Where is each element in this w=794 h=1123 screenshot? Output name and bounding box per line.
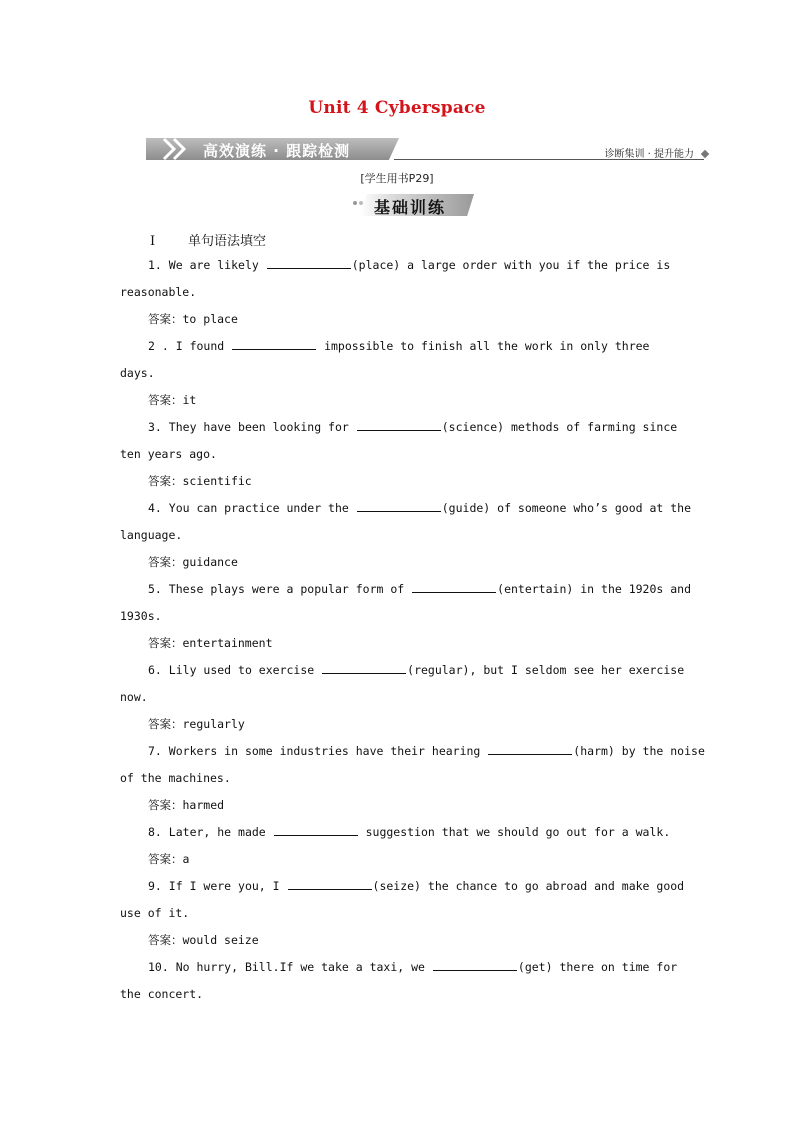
section-banner: [146, 137, 710, 163]
answer-blank[interactable]: [322, 660, 406, 674]
question-number: 3.: [148, 420, 162, 434]
answer-blank[interactable]: [274, 822, 358, 836]
question-line: [120, 498, 710, 525]
answer-value: scientific: [182, 474, 252, 488]
question-text-before: You can practice under the: [168, 501, 349, 515]
answer-value: guidance: [182, 555, 238, 569]
question-number: 1.: [148, 258, 162, 272]
question-text-before: If I were you, I: [168, 879, 280, 893]
diamond-icon: [701, 150, 709, 158]
question-continuation: reasonable.: [120, 285, 197, 299]
part-title: 单句语法填空: [188, 234, 267, 249]
question-text-after: impossible to finish all the work in only three: [324, 339, 650, 353]
question-text-after: a large order with you if the price is: [407, 258, 671, 272]
answer-label: 答案：: [148, 474, 183, 488]
question-number: 4.: [148, 501, 162, 515]
question-text-after: but I seldom see her exercise: [483, 663, 685, 677]
question-continuation: ten years ago.: [120, 447, 217, 461]
question-hint: (harm): [573, 744, 615, 758]
question-line: [120, 876, 710, 903]
question-text-before: I found: [175, 339, 225, 353]
question-number: 5.: [148, 582, 162, 596]
answer-blank[interactable]: [232, 336, 316, 350]
question-continuation: use of it.: [120, 906, 190, 920]
question-line: [120, 336, 710, 363]
question-hint: (place): [351, 258, 401, 272]
question-continuation: of the machines.: [120, 771, 231, 785]
answer-blank[interactable]: [357, 498, 441, 512]
question-continuation: days.: [120, 366, 155, 380]
question-number: 2 .: [148, 339, 169, 353]
question-hint: (seize): [372, 879, 421, 893]
question-continuation: now.: [120, 690, 148, 704]
question-line: [120, 957, 710, 984]
banner-left-text: 高效演练 · 跟踪检测: [203, 142, 351, 160]
question-number: 10.: [148, 960, 169, 974]
question-number: 9.: [148, 879, 162, 893]
question-line: [120, 660, 710, 687]
answer-value: to place: [182, 312, 238, 326]
answer-blank[interactable]: [288, 876, 372, 890]
answer-blank[interactable]: [488, 741, 572, 755]
question-hint: (guide): [441, 501, 491, 515]
answer-label: 答案：: [148, 717, 183, 731]
question-hint: (get): [517, 960, 553, 974]
answer-value: would seize: [182, 933, 259, 947]
answer-blank[interactable]: [267, 255, 351, 269]
question-number: 6.: [148, 663, 162, 677]
answer-label: 答案：: [148, 933, 183, 947]
question-text-before: They have been looking for: [168, 420, 349, 434]
question-text-after: methods of farming since: [511, 420, 678, 434]
question-text-before: Workers in some industries have their hearing: [168, 744, 481, 758]
book-reference: [学生用书P29]: [360, 172, 434, 185]
question-text-after: suggestion that we should go out for a walk.: [365, 825, 671, 839]
answer-value: harmed: [182, 798, 225, 812]
question-text-before: These plays were a popular form of: [168, 582, 405, 596]
question-number: 7.: [148, 744, 162, 758]
answer-line: [120, 552, 710, 579]
question-list: [120, 255, 710, 1011]
question-line: [120, 255, 710, 282]
question-hint: (entertain): [497, 582, 574, 596]
question-text-before: Later, he made: [168, 825, 266, 839]
answer-line: [120, 633, 710, 660]
answer-blank[interactable]: [433, 957, 517, 971]
answer-line: [120, 849, 710, 876]
section-title: 基础训练: [374, 198, 447, 217]
answer-line: [120, 309, 710, 336]
answer-line: [120, 930, 710, 957]
section-badge: [352, 192, 474, 220]
question-hint: (science): [441, 420, 505, 434]
question-text-before: We are likely: [168, 258, 259, 272]
answer-line: [120, 390, 710, 417]
answer-blank[interactable]: [357, 417, 441, 431]
question-text-after: by the noise: [621, 744, 705, 758]
dots-icon: [352, 198, 364, 208]
answer-label: 答案：: [148, 798, 183, 812]
answer-line: [120, 795, 710, 822]
answer-value: entertainment: [182, 636, 273, 650]
question-text-before: No hurry, Bill.If we take a taxi, we: [175, 960, 425, 974]
question-text-after: the chance to go abroad and make good: [427, 879, 685, 893]
answer-line: [120, 714, 710, 741]
answer-blank[interactable]: [412, 579, 496, 593]
question-text-before: Lily used to exercise: [168, 663, 315, 677]
unit-title: Unit 4 Cyberspace: [308, 98, 486, 118]
question-line: [120, 741, 710, 768]
question-line: [120, 822, 710, 849]
answer-label: 答案：: [148, 312, 183, 326]
question-line: [120, 417, 710, 444]
question-text-after: there on time for: [559, 960, 678, 974]
part-heading: [150, 230, 266, 249]
part-numeral: Ⅰ: [150, 234, 156, 249]
question-text-after: of someone who’s good at the: [497, 501, 692, 515]
answer-value: a: [182, 852, 190, 866]
answer-value: it: [182, 393, 197, 407]
question-continuation: language.: [120, 528, 183, 542]
question-text-after: in the 1920s and: [580, 582, 692, 596]
answer-label: 答案：: [148, 636, 183, 650]
question-continuation: 1930s.: [120, 609, 162, 623]
answer-line: [120, 471, 710, 498]
question-number: 8.: [148, 825, 162, 839]
banner-right-text: 诊断集训 · 提升能力: [604, 149, 694, 160]
answer-label: 答案：: [148, 393, 183, 407]
answer-value: regularly: [182, 717, 245, 731]
double-chevron-icon: [160, 137, 194, 161]
question-line: [120, 579, 710, 606]
answer-label: 答案：: [148, 852, 183, 866]
question-hint: (regular),: [407, 663, 477, 677]
question-continuation: the concert.: [120, 987, 204, 1001]
answer-label: 答案：: [148, 555, 183, 569]
